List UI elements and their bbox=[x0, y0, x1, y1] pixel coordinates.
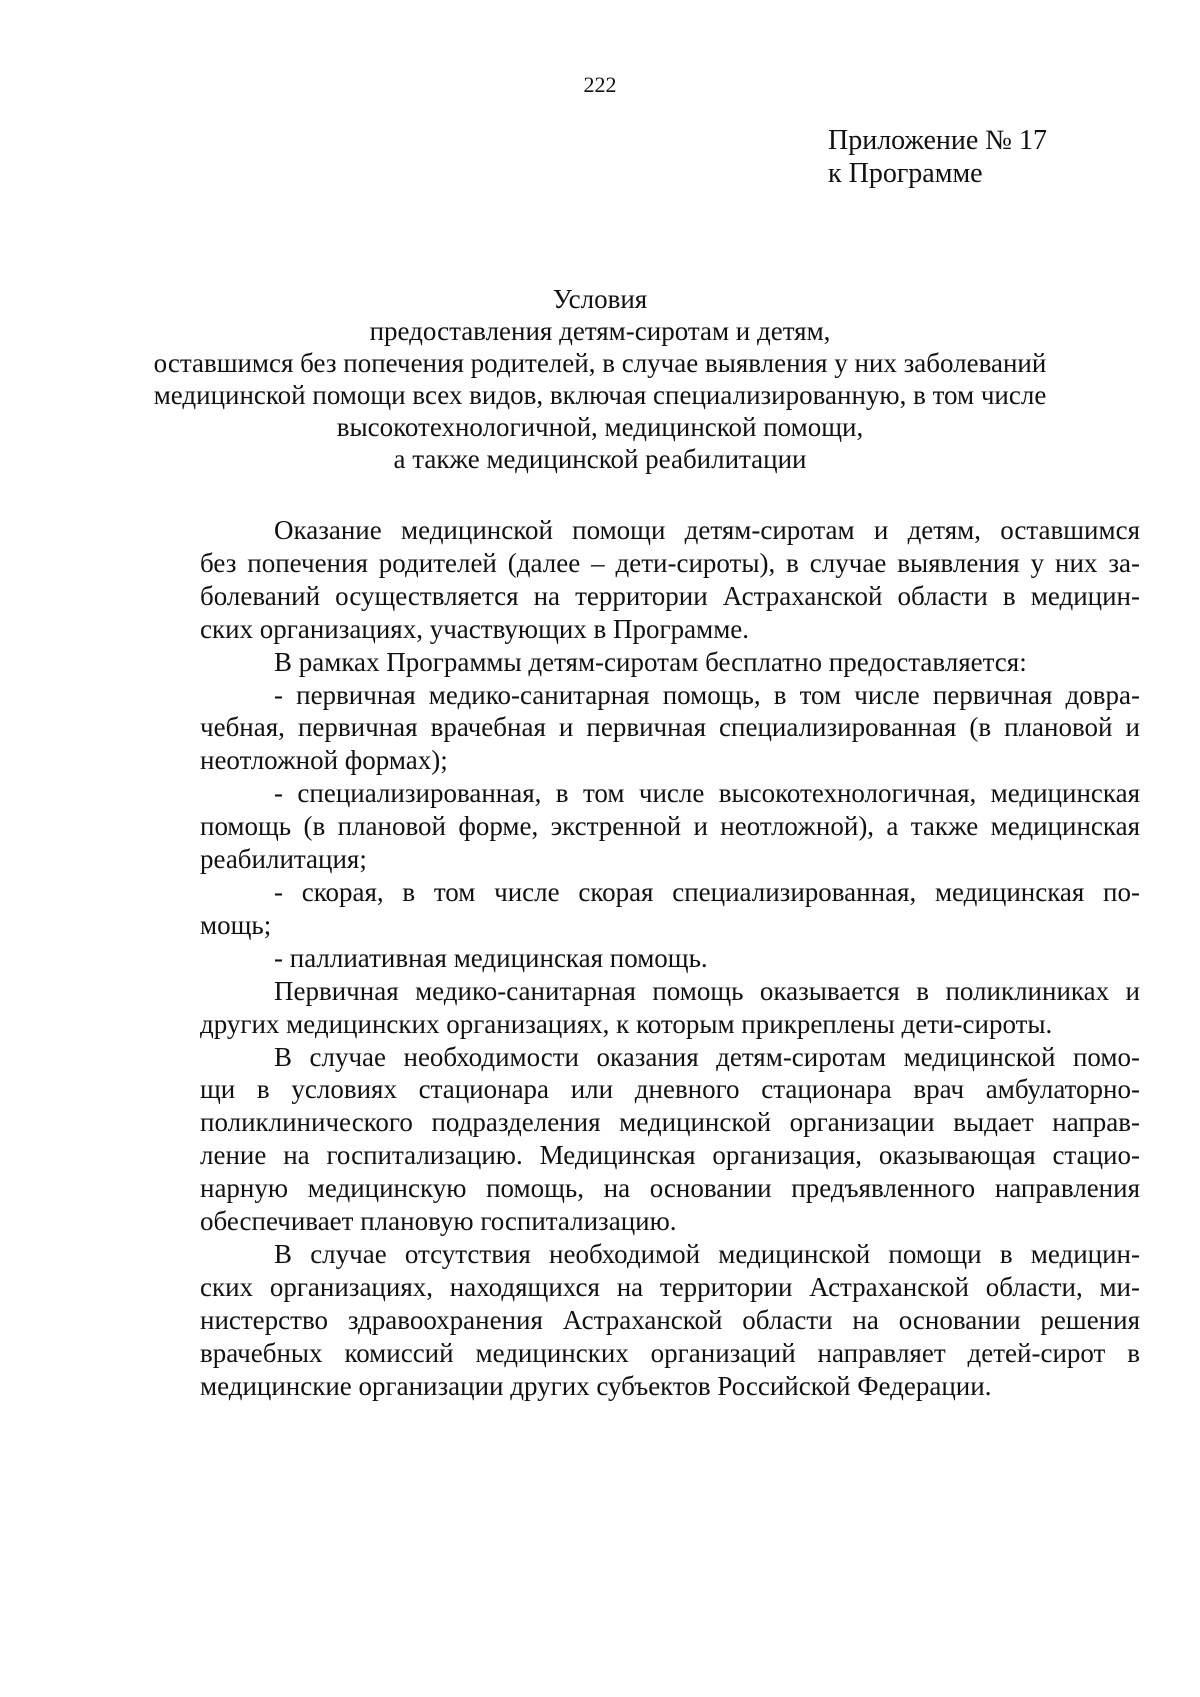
title-line: высокотехнологичной, медицинской помощи, bbox=[336, 412, 864, 442]
paragraph bbox=[200, 1238, 1140, 1403]
paragraph-line: без попечения родителей (далее – дети-сироты), в случае выявления у них за- bbox=[200, 547, 1140, 578]
paragraph-line: ских организациях, находящихся на территории Астраханской области, ми- bbox=[200, 1271, 1140, 1302]
paragraph-line: ление на госпитализацию. Медицинская организация, оказывающая стацио- bbox=[200, 1140, 1140, 1171]
paragraph-line: врачебных комиссий медицинских организаций направляет детей-сирот в bbox=[200, 1337, 1140, 1368]
paragraph-line: поликлинического подразделения медицинской организации выдает направ- bbox=[200, 1107, 1140, 1138]
title-line: предоставления детям-сиротам и детям, bbox=[369, 316, 831, 346]
paragraph-line: - первичная медико-санитарная помощь, в том числе первичная довра- bbox=[274, 679, 1140, 710]
paragraph bbox=[200, 646, 1140, 679]
paragraph bbox=[200, 876, 1140, 942]
paragraph bbox=[200, 679, 1140, 778]
paragraph-line: мощь; bbox=[200, 909, 272, 940]
paragraph bbox=[200, 975, 1140, 1041]
paragraph bbox=[200, 514, 1140, 646]
paragraph-line: неотложной формах); bbox=[200, 745, 448, 776]
title-line: а также медицинской реабилитации bbox=[393, 444, 807, 474]
paragraph-line: щи в условиях стационара или дневного стационара врач амбулаторно- bbox=[200, 1074, 1140, 1105]
paragraph-line: помощь (в плановой форме, экстренной и неотложной), а также медицинская bbox=[200, 811, 1140, 842]
title-line: медицинской помощи всех видов, включая специализированную, в том числе bbox=[153, 380, 1047, 410]
paragraph-line: Оказание медицинской помощи детям-сиротам и детям, оставшимся bbox=[274, 515, 1140, 545]
paragraph-line: ских организациях, участвующих в Программе. bbox=[200, 613, 750, 644]
page-number: 222 bbox=[583, 72, 617, 97]
appendix-number: Приложение № 17 bbox=[828, 125, 1047, 156]
title-line: Условия bbox=[552, 284, 648, 314]
paragraph-line: В рамках Программы детям-сиротам бесплатно предоставляется: bbox=[274, 646, 1027, 677]
paragraph-line: обеспечивает плановую госпитализацию. bbox=[200, 1206, 677, 1237]
appendix-program: к Программе bbox=[828, 158, 983, 189]
paragraph-line: - скорая, в том числе скорая специализированная, медицинская по- bbox=[274, 876, 1140, 907]
paragraph-line: чебная, первичная врачебная и первичная специализированная (в плановой и bbox=[200, 712, 1140, 743]
paragraph-line: - паллиативная медицинская помощь. bbox=[274, 942, 708, 973]
paragraph-line: болеваний осуществляется на территории Астраханской области в медицин- bbox=[200, 580, 1140, 611]
document-title bbox=[0, 283, 1200, 475]
paragraph-line: нарную медицинскую помощь, на основании предъявленного направления bbox=[200, 1173, 1140, 1204]
appendix-reference bbox=[828, 124, 1047, 190]
body-text bbox=[200, 514, 1140, 1402]
paragraph-line: Первичная медико-санитарная помощь оказывается в поликлиниках и bbox=[274, 975, 1140, 1006]
paragraph bbox=[200, 1041, 1140, 1238]
paragraph-line: реабилитация; bbox=[200, 844, 367, 875]
paragraph bbox=[200, 777, 1140, 876]
paragraph-line: медицинские организации других субъектов Российской Федерации. bbox=[200, 1370, 992, 1401]
paragraph-line: В случае необходимости оказания детям-сиротам медицинской помо- bbox=[274, 1041, 1140, 1072]
paragraph-line: В случае отсутствия необходимой медицинской помощи в медицин- bbox=[274, 1238, 1140, 1269]
title-line: оставшимся без попечения родителей, в случае выявления у них заболеваний bbox=[153, 348, 1047, 378]
paragraph-line: - специализированная, в том числе высокотехнологичная, медицинская bbox=[274, 778, 1140, 809]
paragraph-line: нистерство здравоохранения Астраханской области на основании решения bbox=[200, 1304, 1140, 1335]
paragraph bbox=[200, 942, 1140, 975]
paragraph-line: других медицинских организациях, к которым прикреплены дети-сироты. bbox=[200, 1008, 1053, 1039]
